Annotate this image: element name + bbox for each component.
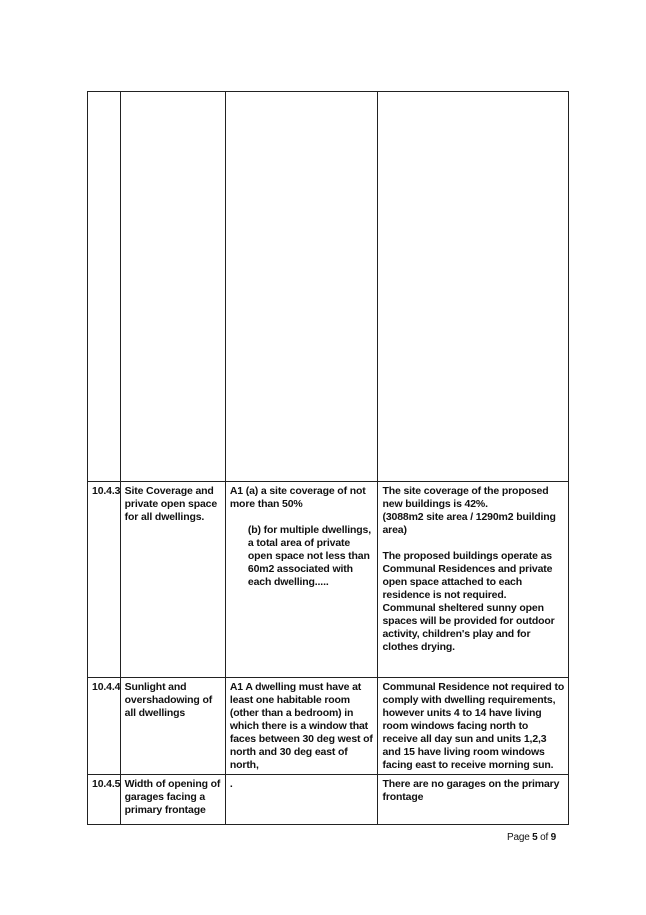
table-row [88, 482, 569, 678]
planning-compliance-table [87, 91, 569, 825]
table-row [88, 775, 569, 825]
response-cell [378, 92, 569, 482]
table-row [88, 678, 569, 775]
criteria-cell [225, 92, 378, 482]
clause-number: 10.4.4 [88, 678, 121, 775]
response-text: (3088m2 site area / 1290m2 building area) [382, 511, 556, 536]
criteria-text: (b) for multiple dwellings, a total area of private open space not less than 60m2 associated with each dwelling..... [247, 524, 371, 588]
table-row-continued [88, 92, 569, 482]
page-number [507, 832, 556, 843]
criteria-text: A1 A dwelling must have at least one habitable room (other than a bedroom) in which there is a window that faces between 30 deg west of north and 30 deg east of north, [225, 678, 378, 775]
page-current: 5 [532, 832, 538, 843]
element-cell [120, 92, 225, 482]
response-text: There are no garages on the primary frontage [378, 775, 569, 825]
page-middle: of [537, 832, 551, 843]
clause-number: 10.4.5 [88, 775, 121, 825]
response-cell [378, 482, 569, 678]
page-total: 9 [550, 832, 556, 843]
element-title: Site Coverage and private open space for all dwellings. [120, 482, 225, 678]
response-text: Communal sheltered sunny open spaces will be provided for outdoor activity, children's play and for clothes drying. [382, 602, 555, 653]
criteria-text: A1 (a) a site coverage of not more than 50% [229, 485, 366, 510]
response-text: The site coverage of the proposed new buildings is 42%. [382, 485, 549, 510]
criteria-cell [225, 482, 378, 678]
element-title: Width of opening of garages facing a primary frontage [120, 775, 225, 825]
element-title: Sunlight and overshadowing of all dwellings [120, 678, 225, 775]
response-text: The proposed buildings operate as Communal Residences and private open space attached to each residence is not required. [382, 550, 553, 601]
criteria-text: . [225, 775, 378, 825]
page-prefix: Page [507, 832, 533, 843]
clause-cell [88, 92, 121, 482]
response-text: Communal Residence not required to comply with dwelling requirements, however units 4 to 14 have living room windows facing north to receive all day sun and units 1,2,3 and 15 have living room windows facing east to receive morning sun. [378, 678, 569, 775]
clause-number: 10.4.3 [88, 482, 121, 678]
